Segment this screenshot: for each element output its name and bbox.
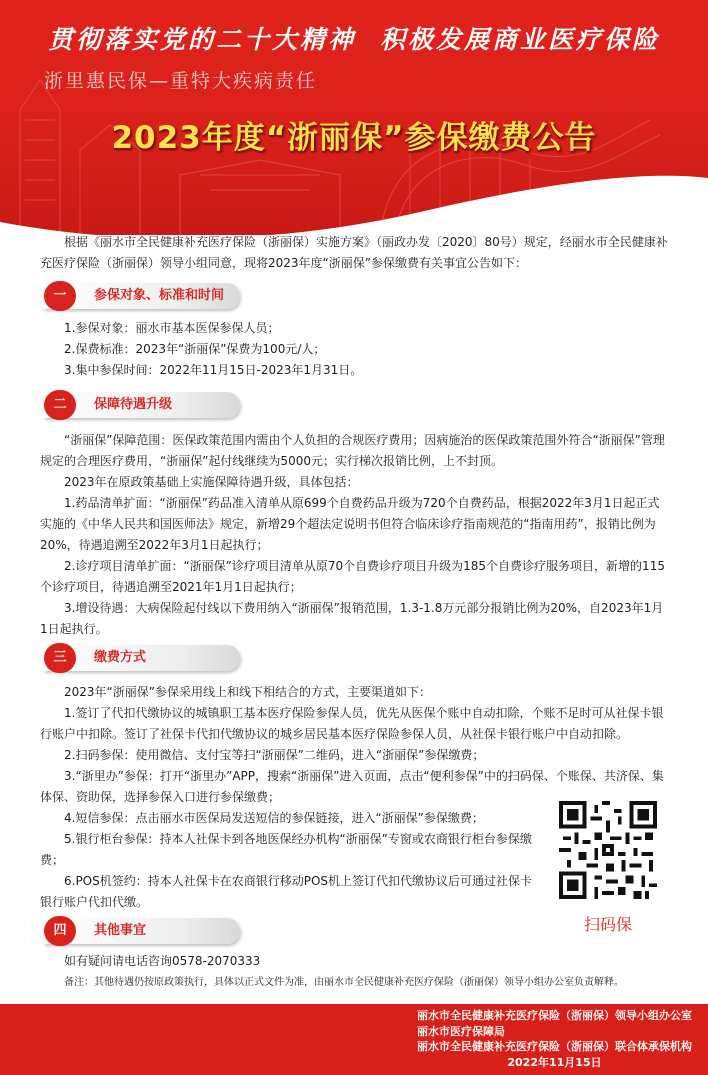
intro-paragraph: 根据《丽水市全民健康补充医疗保险（浙丽保）实施方案》（丽政办发〔2020〕80号）规定，经丽水市全民健康补充医疗保险（浙丽保）领导小组同意，现将2023年度“浙丽保”参保缴费有关事宜公告如下：	[40, 235, 668, 270]
contact-line: 如有疑问请电话咨询0578-2070333	[64, 954, 261, 968]
section-header-1	[44, 281, 244, 311]
section-1-line: 3.集中参保时间：2022年11月15日-2023年1月31日。	[64, 363, 363, 377]
section-title: 参保对象、标准和时间	[94, 288, 225, 303]
slogan-left: 贯彻落实党的二十大精神	[47, 25, 356, 54]
section-header-2	[44, 390, 244, 420]
section-3-paragraph: 3.“浙里办”参保：打开“浙里办”APP，搜索“浙丽保”进入页面，点击“便利参保”中的扫码保、个账保、共济保、集体保、资助保，选择参保入口进行参保缴费；	[40, 769, 664, 804]
section-2-paragraph: 2023年在原政策基础上实施保障待遇升级，具体包括：	[64, 475, 359, 489]
banner-subline: 浙里惠民保—重特大疾病责任	[44, 70, 318, 92]
section-3-paragraph: 5.银行柜台参保：持本人社保卡到各地医保经办机构“浙丽保”专窗或农商银行柜台参保缴费；	[40, 832, 532, 867]
section-number: 四	[44, 916, 76, 946]
slogan-right: 积极发展商业医疗保险	[380, 25, 661, 54]
section-title: 保障待遇升级	[94, 397, 173, 412]
section-3-paragraph: 2023年“浙丽保”参保采用线上和线下相结合的方式，主要渠道如下：	[64, 685, 431, 699]
section-2-paragraph: 1.药品清单扩面：“浙丽保”药品准入清单从原699个自费药品升级为720个自费药品，根据2022年3月1日起正式实施的《中华人民共和国医师法》规定，新增29个超法定说明书但符合临床诊疗指南规范的“指南用药”，报销比例为20%，待遇追溯至2022年3月1日起执行；	[40, 496, 660, 552]
section-3-paragraph: 1.签订了代扣代缴协议的城镇职工基本医疗保险参保人员，优先从医保个账中自动扣除，个账不足时可从社保卡银行账户中扣除。签订了社保卡代扣代缴协议的城乡居民基本医疗保险参保人员，从社保卡银行账户中自动扣除。	[40, 706, 664, 741]
section-title: 缴费方式	[94, 650, 147, 665]
section-1-line: 2.保费标准：2023年“浙丽保”保费为100元/人；	[64, 342, 326, 356]
section-2-paragraph: 2.诊疗项目清单扩面：“浙丽保”诊疗项目清单从原70个自费诊疗项目升级为185个自费诊疗服务项目，新增的115个诊疗项目，待遇追溯至2021年1月1日起执行；	[40, 559, 665, 594]
footer-signature	[0, 1004, 708, 1075]
footer-lines	[417, 1008, 692, 1070]
slogan	[0, 20, 708, 56]
section-3-paragraph: 2.扫码参保：使用微信、支付宝等扫“浙丽保”二维码，进入“浙丽保”参保缴费；	[64, 748, 485, 762]
footer-issuer: 丽水市医疗保障局	[417, 1024, 505, 1038]
section-3-paragraph: 4.短信参保：点击丽水市医保局发送短信的参保链接，进入“浙丽保”参保缴费；	[64, 811, 484, 825]
footer-issuer: 丽水市全民健康补充医疗保险（浙丽保）领导小组办公室	[417, 1009, 692, 1022]
section-2-paragraph: 3.增设待遇：大病保险起付线以下费用纳入“浙丽保”报销范围，1.3-1.8万元部分报销比例为20%，自2023年1月1日起执行。	[40, 601, 664, 636]
section-number: 三	[44, 643, 76, 673]
section-title: 其他事宜	[94, 923, 147, 938]
section-header-4	[44, 916, 244, 946]
footer-issuer: 丽水市全民健康补充医疗保险（浙丽保）联合体承保机构	[417, 1040, 692, 1053]
section-header-3	[44, 643, 244, 673]
section-number: 一	[44, 281, 76, 311]
section-1-line: 1.参保对象：丽水市基本医保参保人员；	[64, 321, 280, 335]
qr-code[interactable]	[559, 801, 657, 899]
section-2-paragraph: “浙丽保”保障范围：医保政策范围内需由个人负担的合规医疗费用；因病施治的医保政策范围外符合“浙丽保”管理规定的合理医疗费用，“浙丽保”起付线继续为5000元；实行梯次报销比例，上不封顶。	[40, 433, 665, 468]
page-title: 2023年度“浙丽保”参保缴费公告	[111, 120, 597, 156]
qr-label: 扫码保	[583, 915, 632, 934]
remark-line: 备注：其他待遇仍按原政策执行，具体以正式文件为准，由丽水市全民健康补充医疗保险（浙丽保）领导小组办公室负责解释。	[64, 977, 624, 988]
section-3-paragraph: 6.POS机签约：持本人社保卡在农商银行移动POS机上签订代扣代缴协议后可通过社保卡银行账户代扣代缴。	[40, 874, 533, 909]
footer-date: 2022年11月15日	[507, 1055, 602, 1069]
section-number: 二	[44, 390, 76, 420]
